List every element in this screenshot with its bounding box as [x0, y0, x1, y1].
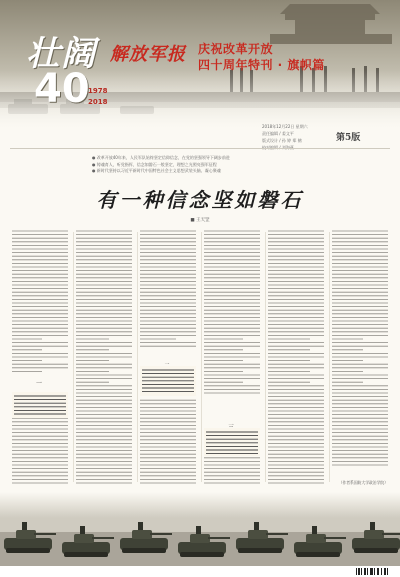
editor-credit-2: 版式设计 / 孙 婷 郑 鹤 — [262, 138, 302, 143]
column-divider — [201, 232, 202, 482]
text-column-2 — [76, 228, 132, 490]
logo-year-end: 2018 — [88, 98, 108, 106]
special-edition-title-line1: 庆祝改革开放 — [198, 42, 274, 56]
pull-quote-box — [12, 392, 68, 418]
logo-year-start: 1978 — [88, 87, 108, 95]
article-body — [12, 228, 388, 490]
color-registration-marks — [22, 570, 64, 577]
author-note: （作者系国防大学政治学院） — [338, 480, 388, 485]
summary-line: ● 铸魂育人，听党指挥，信念如磐石一般坚定，理想之光照亮强军征程 — [92, 161, 217, 167]
header-divider — [10, 148, 390, 149]
series-logo-title: 壮阔 — [26, 34, 96, 74]
article-byline: ■ 王天罡 — [190, 218, 210, 223]
series-logo-years — [88, 86, 107, 108]
tank-parade-photo — [0, 492, 400, 566]
summary-line: ● 新时代坚持以习近平新时代中国特色社会主义思想武装头脑、凝心聚魂 — [92, 168, 221, 173]
summary-line: ● 改革开放40年来，人民军队始终坚定信仰信念，在党的坚强领导下阔步前进 — [92, 155, 230, 160]
section-number: 一 — [36, 380, 43, 387]
column-divider — [137, 232, 138, 482]
pull-quote-box — [140, 366, 196, 396]
pull-quote-box — [204, 428, 260, 456]
newspaper-name: 解放军报 — [110, 44, 186, 65]
masthead-banner — [0, 0, 400, 128]
special-edition-title-line2: 四十周年特刊 · 旗帜篇 — [198, 58, 325, 72]
article-summary — [92, 155, 317, 175]
editor-credit-1: 责任编辑 / 姜文平 — [262, 131, 294, 136]
text-column-1 — [12, 228, 68, 490]
text-column-6 — [332, 228, 388, 490]
series-logo-number: 40 — [34, 66, 90, 112]
barcode-icon — [356, 568, 390, 575]
column-divider — [73, 232, 74, 482]
text-column-5 — [268, 228, 324, 490]
column-divider — [329, 232, 330, 482]
issue-info — [262, 123, 392, 151]
issue-date: 2018年12月22日 星期六 — [262, 124, 308, 129]
column-divider — [265, 232, 266, 482]
article-headline: 有一种信念坚如磐石 — [96, 188, 304, 212]
text-column-3 — [140, 228, 196, 490]
edition-number: 第5版 — [336, 133, 361, 143]
